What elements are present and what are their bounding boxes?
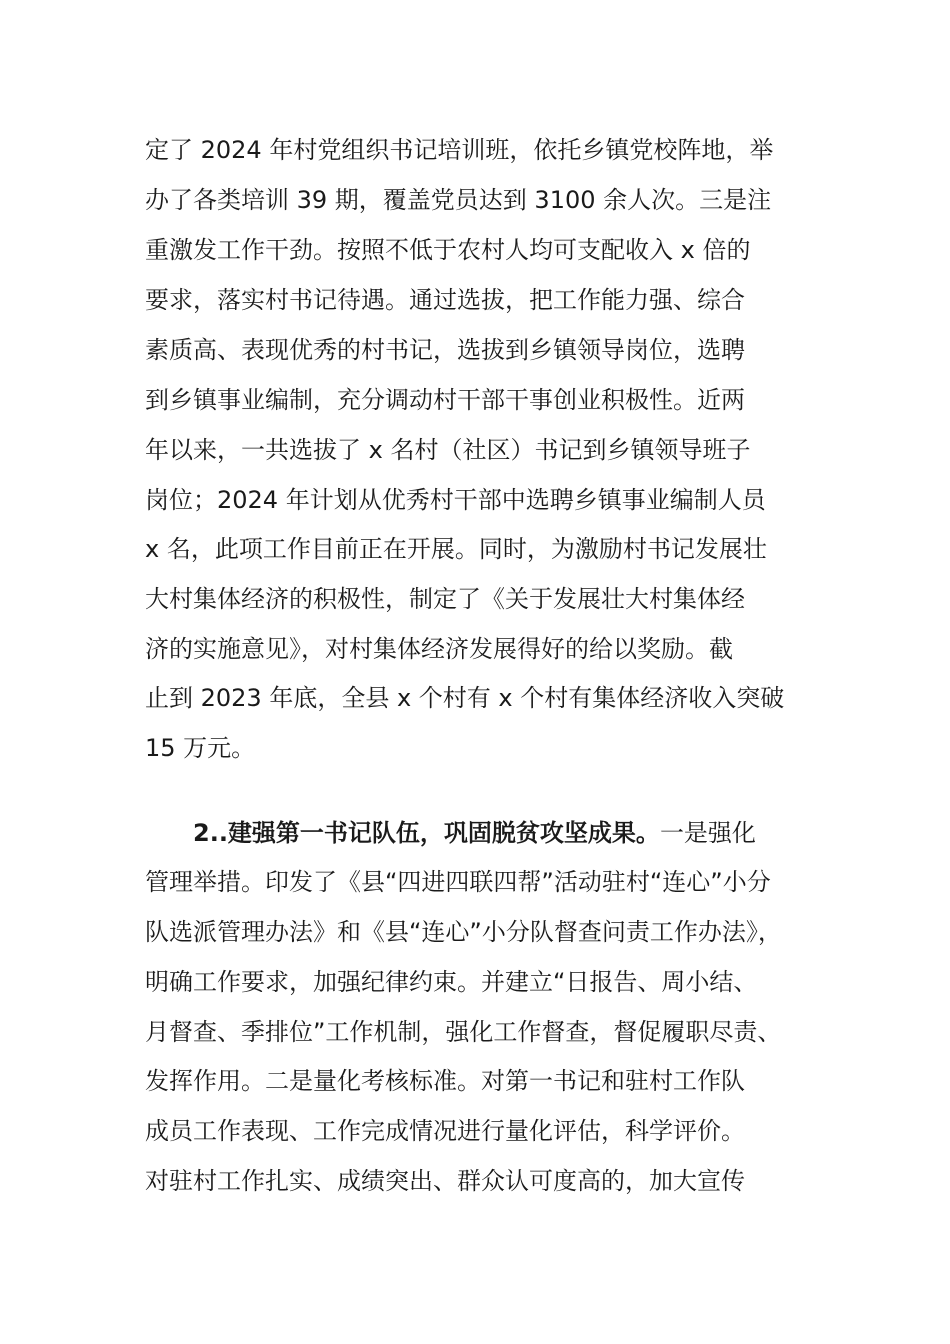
text-line: 15 万元。: [145, 734, 256, 762]
text-line: 发挥作用。二是量化考核标准。对第一书记和驻村工作队: [145, 1067, 745, 1095]
text-line: 重激发工作干劲。按照不低于农村人均可支配收入 x 倍的: [145, 236, 751, 264]
text-span: 一是强化: [659, 819, 756, 847]
text-line: 年以来，一共选拔了 x 名村（社区）书记到乡镇领导班子: [145, 436, 751, 464]
text-line: 办了各类培训 39 期，覆盖党员达到 3100 余人次。三是注: [145, 186, 772, 214]
text-line: 济的实施意见》，对村集体经济发展得好的给以奖励。截: [145, 635, 733, 663]
text-line: 止到 2023 年底，全县 x 个村有 x 个村有集体经济收入突破: [145, 684, 785, 712]
text-line: 明确工作要求，加强纪律约束。并建立“日报告、周小结、: [145, 968, 758, 996]
text-line: 要求，落实村书记待遇。通过选拔，把工作能力强、综合: [145, 286, 745, 314]
text-line: 岗位；2024 年计划从优秀村干部中选聘乡镇事业编制人员: [145, 486, 766, 514]
text-line: 队选派管理办法》和《县“连心”小分队督查问责工作办法》，: [145, 918, 782, 946]
text-line: 大村集体经济的积极性，制定了《关于发展壮大村集体经: [145, 585, 745, 613]
section-heading-line: [193, 813, 756, 853]
text-line: 素质高、表现优秀的村书记，选拔到乡镇领导岗位，选聘: [145, 336, 745, 364]
text-line: x 名，此项工作目前正在开展。同时，为激励村书记发展壮: [145, 535, 767, 563]
text-line: 对驻村工作扎实、成绩突出、群众认可度高的，加大宣传: [145, 1167, 745, 1195]
text-line: 管理举措。印发了《县“四进四联四帮”活动驻村“连心”小分: [145, 868, 771, 896]
section-heading: 2..建强第一书记队伍，巩固脱贫攻坚成果。: [193, 819, 660, 847]
text-line: 到乡镇事业编制，充分调动村干部干事创业积极性。近两: [145, 386, 745, 414]
text-line: 成员工作表现、工作完成情况进行量化评估，科学评价。: [145, 1117, 745, 1145]
text-line: 定了 2024 年村党组织书记培训班，依托乡镇党校阵地，举: [145, 136, 774, 164]
text-line: 月督查、季排位”工作机制，强化工作督查，督促履职尽责、: [145, 1018, 782, 1046]
